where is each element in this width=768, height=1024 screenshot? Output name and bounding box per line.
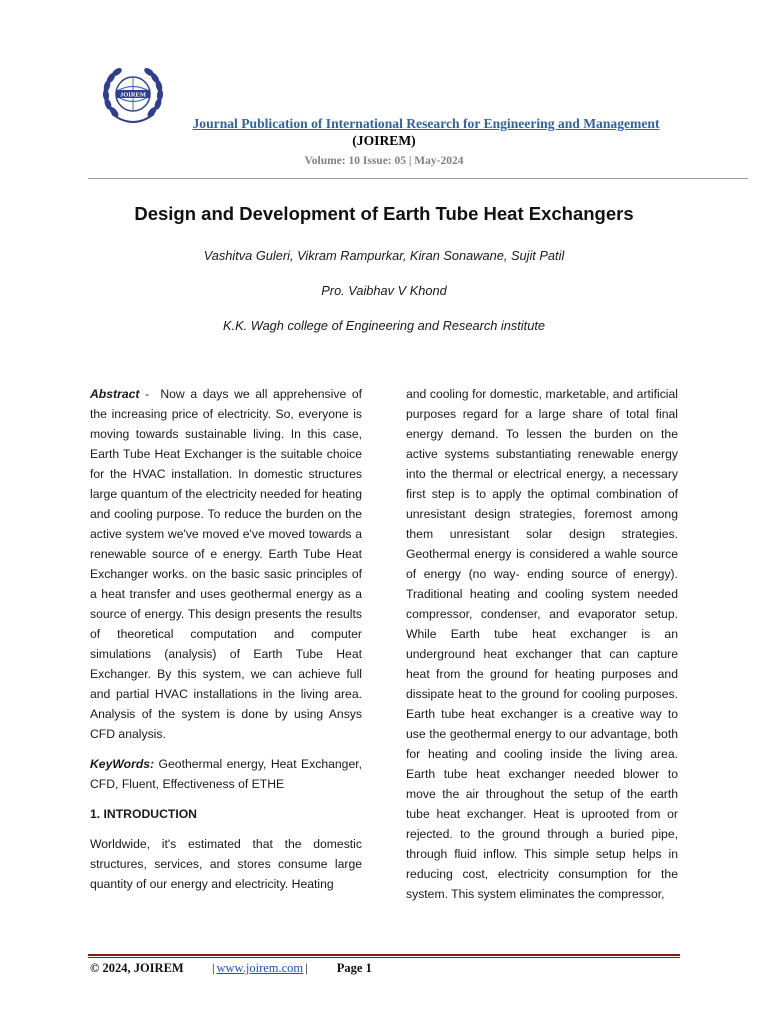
keywords-text: Geothermal energy, Heat Exchanger, CFD, Fluent, Effectiveness of ETHE xyxy=(90,757,362,791)
volume-issue: Volume: 10 Issue: 05 | May-2024 xyxy=(304,155,464,167)
intro-paragraph-left: Worldwide, it's estimated that the domestic structures, services, and stores consume large quantity of our energy and electricity. Heating xyxy=(90,837,362,891)
keywords-paragraph xyxy=(90,754,362,794)
footer xyxy=(90,961,372,976)
abstract-separator: - xyxy=(139,387,161,401)
affiliation: K.K. Wagh college of Engineering and Research institute xyxy=(222,318,545,333)
footer-bar-right: | xyxy=(305,961,308,975)
journal-name-link[interactable]: Journal Publication of International Research for Engineering and Management xyxy=(192,116,660,131)
right-column xyxy=(406,384,678,904)
intro-paragraph-right: and cooling for domestic, marketable, and artificial purposes regard for a large share of total final energy demand. To lessen the burden on the active systems substantiating renewable energy into the thermal or electrical energy, a necessary first step is to apply the optimal combination of unresistant design strategies, foremost among them unresistant solar design strategies. Geothermal energy is considered a wahle source of energy (no way- ending source of energy). Traditional heating and cooling system needed compressor, condenser, and evaporator setup. While Earth tube heat exchanger is an underground heat exchanger that can capture heat from the ground for heating purposes and dissipate heat to the ground for cooling purposes. Earth tube heat exchanger is a creative way to use the geothermal energy to our advantage, both for heating and cooling inside the living area. Earth tube heat exchanger needed blower to move the air throughout the setup of the earth tube heat exchanger. Heat is uprooted from or rejected. to the ground through a buried pipe, through fluid inflow. This simple setup helps in reducing cost, electricity consumption for the system. This system eliminates the compressor, xyxy=(406,387,678,901)
keywords-label: KeyWords: xyxy=(90,757,155,771)
footer-rule-thin xyxy=(88,957,680,958)
paper-title: Design and Development of Earth Tube Heat Exchangers xyxy=(134,203,634,224)
joirem-logo xyxy=(98,64,168,130)
left-column xyxy=(90,384,362,894)
header-divider xyxy=(88,178,748,179)
guide: Pro. Vaibhav V Khond xyxy=(321,283,447,298)
journal-abbreviation: (JOIREM) xyxy=(352,133,416,148)
footer-website-link[interactable]: www.joirem.com xyxy=(216,961,304,975)
abstract-text: Now a days we all apprehensive of the increasing price of electricity. So, everyone is moving towards sustainable living. In this case, Earth Tube Heat Exchanger is the suitable choice for the HVAC installation. In domestic structures large quantum of the electricity needed for heating and cooling purpose. To reduce the burden on the active system we've moved e've moved towards a renewable source of e energy. Earth Tube Heat Exchanger works. on the basic sasic principles of a heat transfer and uses geothermal energy as a source of energy. This design presents the results of theoretical computation and computer simulations (analysis) of Earth Tube Heat Exchanger. By this system, we can achieve full and partial HVAC installations in the living area. Analysis of the system is done by using Ansys CFD analysis. xyxy=(90,387,363,741)
abstract-paragraph xyxy=(90,384,362,744)
section-heading-introduction: 1. INTRODUCTION xyxy=(90,807,197,821)
page-number: Page 1 xyxy=(336,961,372,975)
footer-bar-left: | xyxy=(211,961,215,975)
authors: Vashitva Guleri, Vikram Rampurkar, Kiran Sonawane, Sujit Patil xyxy=(203,248,565,263)
abstract-label: Abstract xyxy=(90,387,140,401)
logo-text: JOIREM xyxy=(120,91,146,99)
footer-copyright: © 2024, JOIREM xyxy=(90,961,184,975)
footer-rule xyxy=(88,954,680,956)
